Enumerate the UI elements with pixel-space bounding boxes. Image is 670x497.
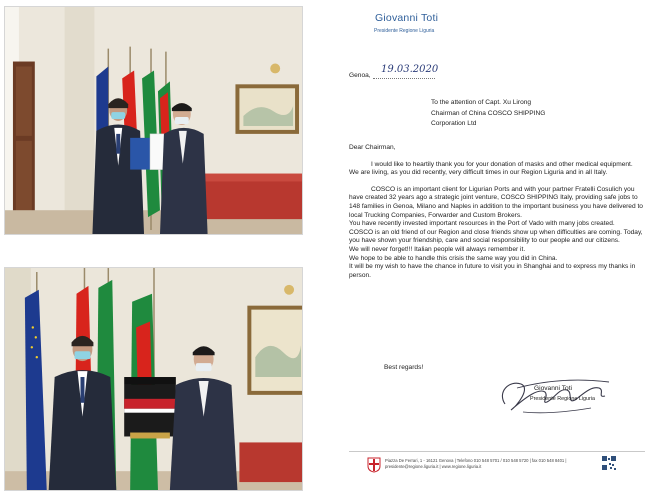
signature-name: Giovanni Toti [534, 385, 572, 392]
letterhead-name: Giovanni Toti [375, 12, 439, 24]
salutation: Dear Chairman, [349, 144, 396, 151]
paragraph-3: COSCO is an important client for Ligurian Ports and with your partner Fratelli Cosulich you have created 32 years ago a strategic joint venture, COSCO SHIPPING Italy, providing safe jobs to 148 families in Genoa, Milano and Naples in addition to the important business you have delivered to local Trucking Companies, Forwarder and Custom Brokers. [349, 185, 643, 219]
photo-handover-gift-image [5, 268, 302, 490]
closing: Best regards! [384, 364, 424, 371]
paragraph-4: You have recently invested important resources in the Port of Vado with many jobs created. [349, 220, 615, 228]
recipient-block [431, 99, 646, 131]
signature-role: Presidente Regione Liguria [530, 396, 596, 402]
photo-handover-gift [4, 267, 303, 491]
photo-handover-letter-image [5, 7, 302, 234]
paragraph-1: I would like to heartily thank you for your donation of masks and other medical equipment. [371, 160, 633, 168]
paragraph-7: We hope to be able to handle this crisis the same way you did in China. [349, 254, 558, 262]
paragraph-2: We are living, as you did recently, very difficult times in our Region Liguria and in all Italy. [349, 169, 608, 177]
paragraph-6: We will never forget!!! Italian people will always remember it. [349, 245, 526, 253]
footer-divider [349, 451, 645, 452]
paragraph-8: It will be my wish to have the chance in future to visit you in Shanghai and to express my thanks in person. [349, 263, 636, 279]
date-line [373, 78, 435, 79]
letterhead-role: Presidente Regione Liguria [374, 28, 435, 34]
paragraph-5: COSCO is an old friend of our Region and close friends show up when difficulties are coming. Today, you have shown your friendship, care and social responsibility to our people and our citizens. [349, 228, 643, 245]
attention-line: To the attention of Capt. Xu Lirong [431, 99, 532, 106]
letter-place: Genoa, [349, 72, 371, 79]
letter-body [349, 144, 649, 280]
footer-contact: Piazza De Ferrari, 1 - 16121 Genova | Telefono 010 548 5701 / 010 548 5720 | fax 010 548 8401 | presidente@regione.liguria.it | www.regione.liguria.it [385, 458, 567, 469]
qr-code-icon [601, 455, 617, 471]
recipient-title: Chairman of China COSCO SHIPPING [431, 109, 546, 117]
letter-date-handwritten: 19.03.2020 [381, 64, 439, 75]
regione-liguria-logo-icon [367, 457, 381, 473]
thank-you-letter [331, 2, 661, 491]
recipient-org: Corporation Ltd [431, 120, 477, 128]
photo-handover-letter [4, 6, 303, 235]
